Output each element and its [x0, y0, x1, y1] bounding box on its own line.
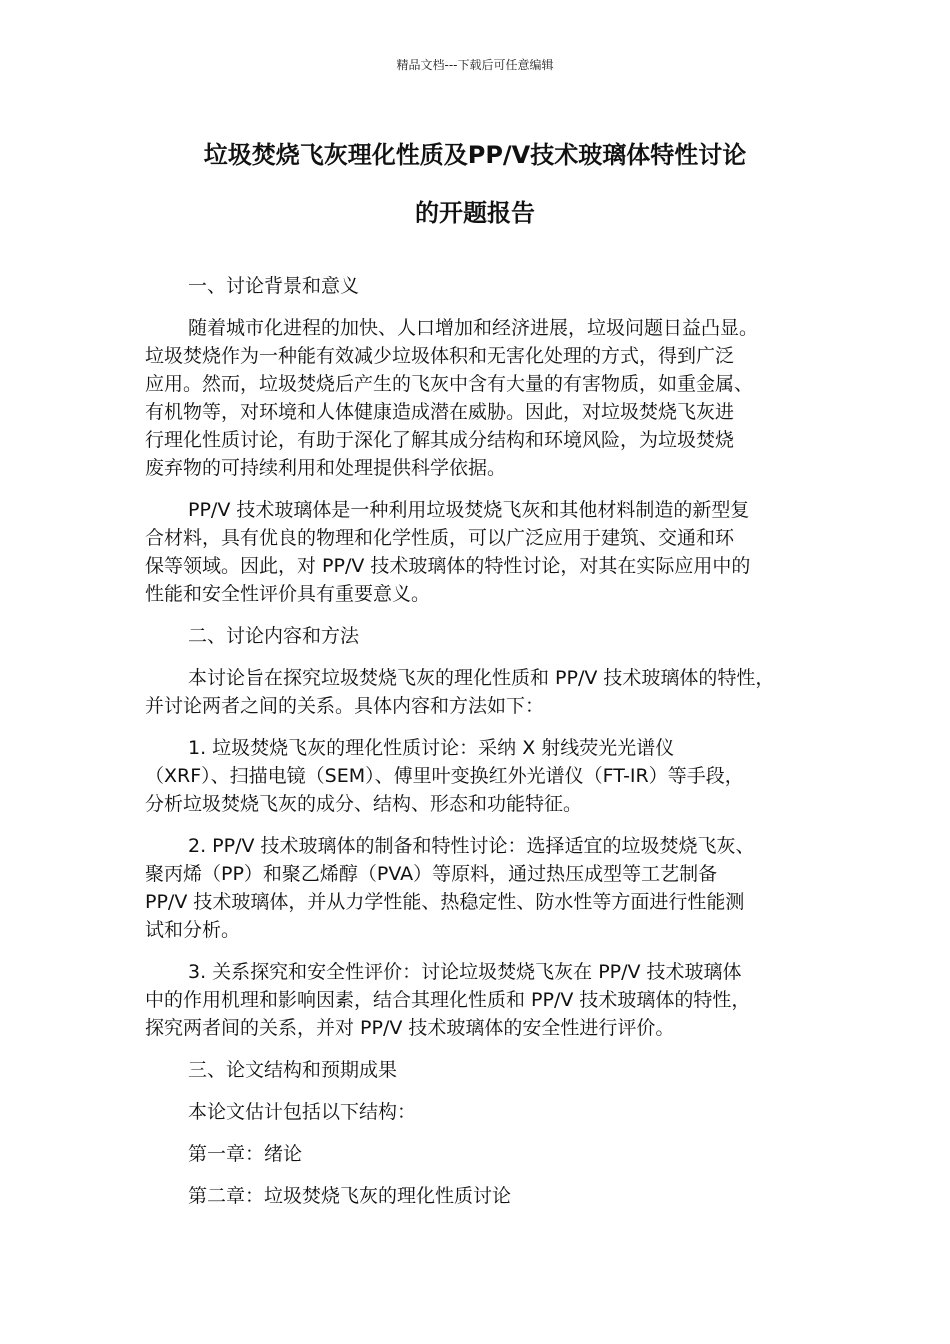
text-line: 第一章：绪论: [188, 1143, 303, 1165]
section-heading: [145, 1182, 825, 1210]
text-line: 3. 关系探究和安全性评价：讨论垃圾焚烧飞灰在 PP/V 技术玻璃体: [188, 961, 742, 983]
text-line: 三、论文结构和预期成果: [188, 1059, 398, 1081]
text-line: 分析垃圾焚烧飞灰的成分、结构、形态和功能特征。: [145, 793, 583, 815]
text-line: （XRF）、扫描电镜（SEM）、傅里叶变换红外光谱仪（FT-IR）等手段，: [145, 765, 744, 787]
text-line: 聚丙烯（PP）和聚乙烯醇（PVA）等原料，通过热压成型等工艺制备: [145, 863, 718, 885]
text-line: 一、讨论背景和意义: [188, 275, 360, 297]
text-line: 合材料，具有优良的物理和化学性质，可以广泛应用于建筑、交通和环: [145, 527, 735, 549]
text-line: 并讨论两者之间的关系。具体内容和方法如下：: [145, 695, 545, 717]
text-line: PP/V 技术玻璃体是一种利用垃圾焚烧飞灰和其他材料制造的新型复: [188, 499, 750, 521]
text-line: 试和分析。: [145, 919, 241, 941]
paragraph: [145, 314, 825, 482]
paragraph: [145, 958, 825, 1042]
text-line: 随着城市化进程的加快、人口增加和经济进展，垃圾问题日益凸显。: [188, 317, 759, 339]
text-line: 行理化性质讨论，有助于深化了解其成分结构和环境风险，为垃圾焚烧: [145, 429, 735, 451]
section-heading: [145, 1056, 825, 1084]
text-line: 探究两者间的关系，并对 PP/V 技术玻璃体的安全性进行评价。: [145, 1017, 675, 1039]
text-line: 二、讨论内容和方法: [188, 625, 360, 647]
section-heading: [145, 1140, 825, 1168]
text-line: 2. PP/V 技术玻璃体的制备和特性讨论：选择适宜的垃圾焚烧飞灰、: [188, 835, 755, 857]
paragraph: [145, 734, 825, 818]
text-line: 性能和安全性评价具有重要意义。: [145, 583, 431, 605]
section-heading: [145, 272, 825, 300]
text-line: 有机物等，对环境和人体健康造成潜在威胁。因此，对垃圾焚烧飞灰进: [145, 401, 735, 423]
text-line: 第二章：垃圾焚烧飞灰的理化性质讨论: [188, 1185, 512, 1207]
section-heading: [145, 1098, 825, 1126]
document-title-line-1: 垃圾焚烧飞灰理化性质及PP/V技术玻璃体特性讨论: [203, 141, 747, 169]
document-title-line-2: 的开题报告: [415, 199, 535, 227]
paragraph: [145, 832, 825, 944]
paragraph: [145, 496, 825, 608]
text-line: 垃圾焚烧作为一种能有效减少垃圾体积和无害化处理的方式，得到广泛: [145, 345, 735, 367]
text-line: 本讨论旨在探究垃圾焚烧飞灰的理化性质和 PP/V 技术玻璃体的特性，: [188, 667, 775, 689]
text-line: 废弃物的可持续利用和处理提供科学依据。: [145, 457, 507, 479]
document-body: [145, 272, 825, 1210]
paragraph: [145, 664, 825, 720]
text-line: 应用。然而，垃圾焚烧后产生的飞灰中含有大量的有害物质，如重金属、: [145, 373, 754, 395]
text-line: PP/V 技术玻璃体，并从力学性能、热稳定性、防水性等方面进行性能测: [145, 891, 745, 913]
section-heading: [145, 622, 825, 650]
text-line: 1. 垃圾焚烧飞灰的理化性质讨论：采纳 X 射线荧光光谱仪: [188, 737, 675, 759]
text-line: 中的作用机理和影响因素，结合其理化性质和 PP/V 技术玻璃体的特性，: [145, 989, 751, 1011]
text-line: 本论文估计包括以下结构：: [188, 1101, 417, 1123]
text-line: 保等领域。因此，对 PP/V 技术玻璃体的特性讨论，对其在实际应用中的: [145, 555, 751, 577]
header-note: 精品文档---下载后可任意编辑: [396, 58, 554, 72]
